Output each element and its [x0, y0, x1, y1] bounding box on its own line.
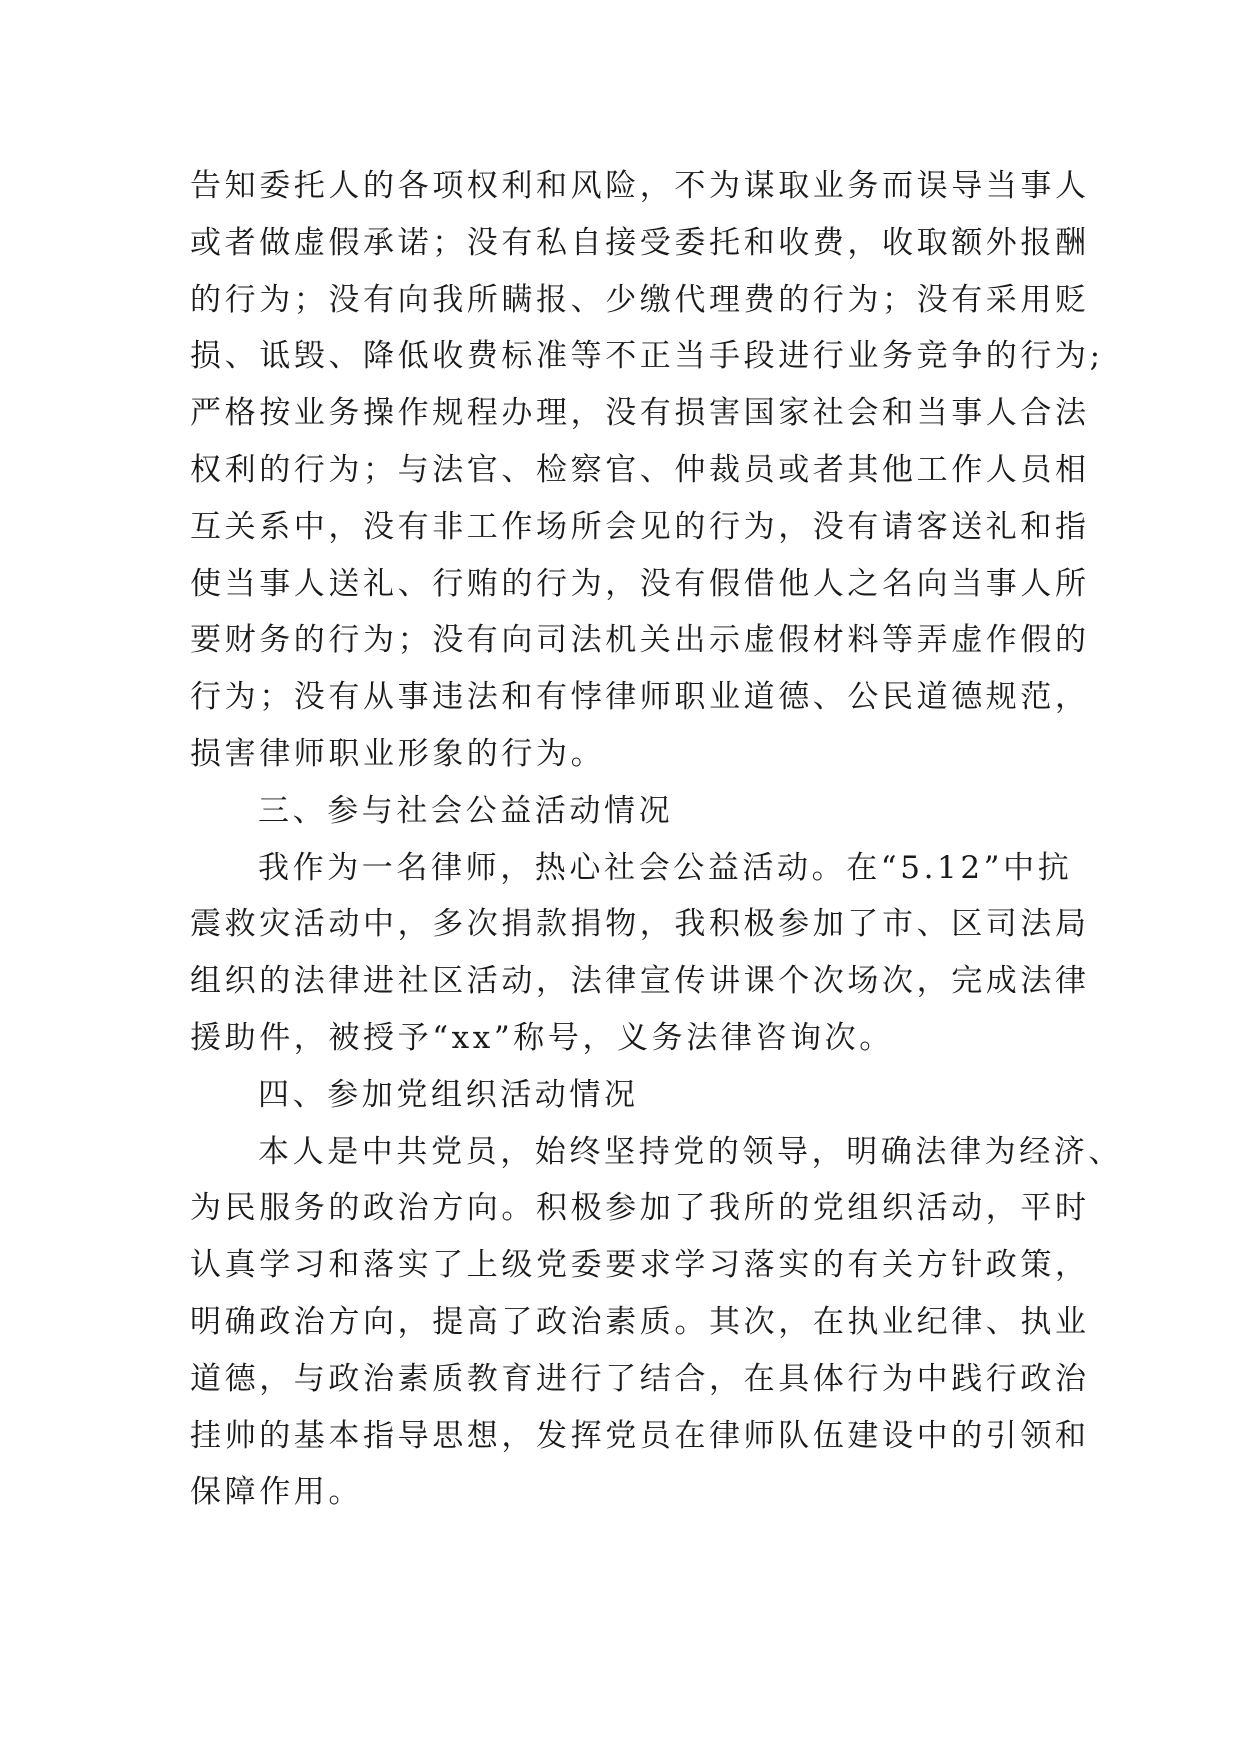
text-line: 我作为一名律师，热心社会公益活动。在“5.12”中抗 [258, 849, 1073, 886]
text-line: 或者做虚假承诺；没有私自接受委托和收费，收取额外报酬 [190, 224, 1090, 261]
text-line: 明确政治方向，提高了政治素质。其次，在执业纪律、执业 [190, 1303, 1090, 1340]
document-body [190, 158, 1123, 1521]
text-line: 认真学习和落实了上级党委要求学习落实的有关方针政策， [190, 1247, 1090, 1284]
text-line: 震救灾活动中，多次捐款捐物，我积极参加了市、区司法局 [190, 906, 1090, 943]
text-line: 为民服务的政治方向。积极参加了我所的党组织活动，平时 [190, 1190, 1090, 1227]
text-line: 行为；没有从事违法和有悖律师职业道德、公民道德规范， [190, 679, 1090, 716]
text-line: 要财务的行为；没有向司法机关出示虚假材料等弄虚作假的 [190, 622, 1090, 659]
text-line: 道德，与政治素质教育进行了结合，在具体行为中践行政治 [190, 1360, 1090, 1397]
text-line: 使当事人送礼、行贿的行为，没有假借他人之名向当事人所 [190, 565, 1090, 602]
text-line: 损、诋毁、降低收费标准等不正当手段进行业务竞争的行为; [190, 338, 1104, 375]
text-line: 挂帅的基本指导思想，发挥党员在律师队伍建设中的引领和 [190, 1417, 1090, 1454]
text-line: 三、参与社会公益活动情况 [258, 792, 674, 829]
text-line: 组织的法律进社区活动，法律宣传讲课个次场次，完成法律 [190, 963, 1090, 1000]
text-line: 的行为；没有向我所瞒报、少缴代理费的行为；没有采用贬 [190, 281, 1090, 318]
text-line: 权利的行为；与法官、检察官、仲裁员或者其他工作人员相 [190, 451, 1090, 488]
text-line: 告知委托人的各项权利和风险，不为谋取业务而误导当事人 [190, 168, 1090, 204]
text-line: 损害律师职业形象的行为。 [190, 735, 606, 772]
text-line: 互关系中，没有非工作场所会见的行为，没有请客送礼和指 [190, 508, 1090, 545]
text-line: 保障作用。 [190, 1474, 363, 1511]
text-line: 四、参加党组织活动情况 [258, 1076, 639, 1113]
text-line: 本人是中共党员，始终坚持党的领导，明确法律为经济、 [258, 1133, 1123, 1170]
text-line: 严格按业务操作规程办理，没有损害国家社会和当事人合法 [190, 395, 1090, 432]
text-line: 援助件，被授予“xx”称号，义务法律咨询次。 [190, 1019, 894, 1056]
